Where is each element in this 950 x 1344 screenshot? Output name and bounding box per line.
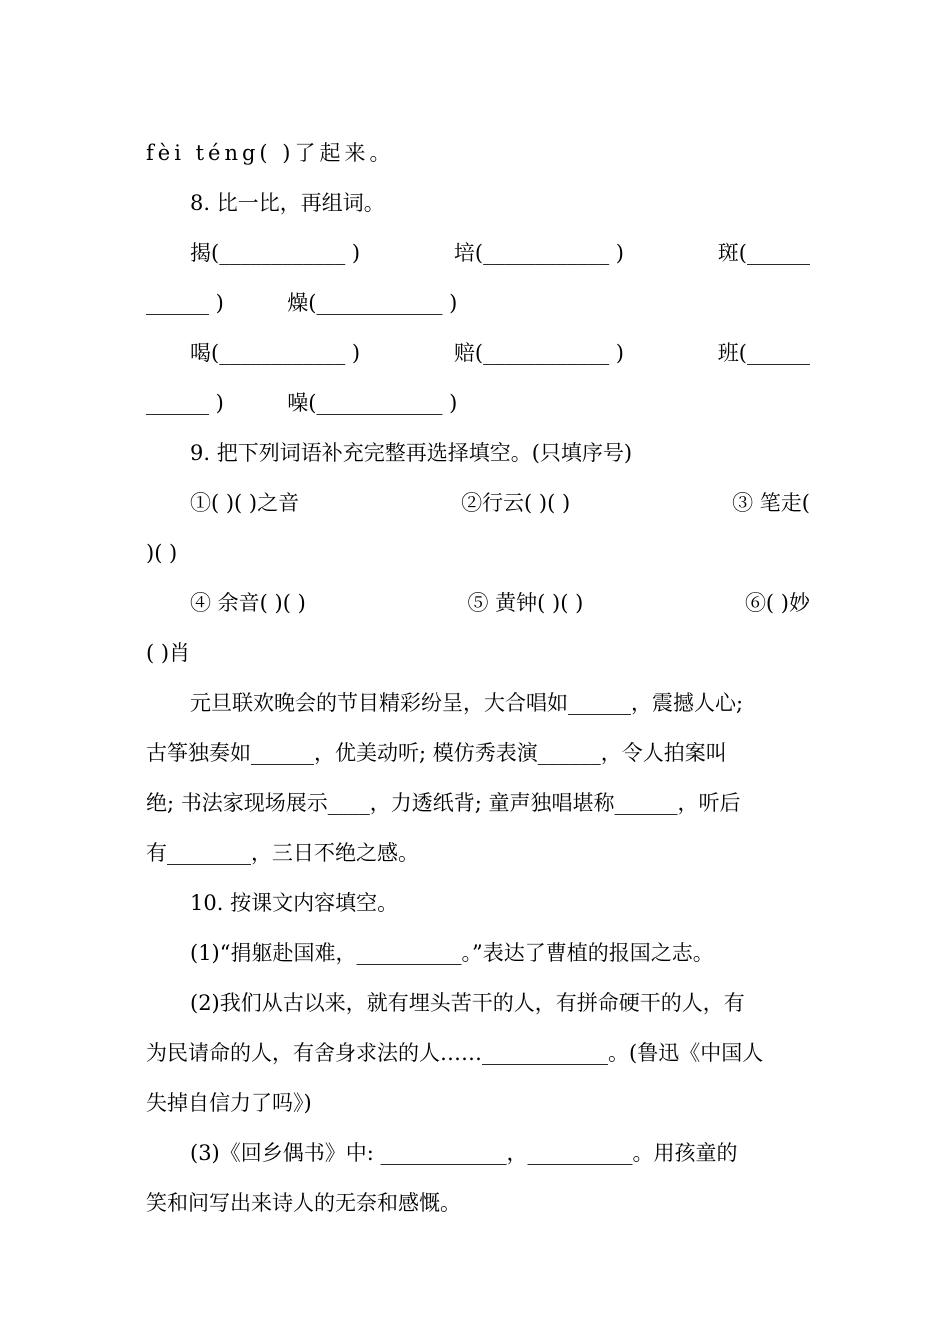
- question-10-part-2: [190, 988, 810, 1018]
- word-blank: ______ ): [146, 391, 224, 415]
- question-10-part-2: [146, 1088, 810, 1118]
- idiom-row-3: [190, 588, 810, 618]
- word-blank: ______ ): [146, 291, 224, 315]
- pinyin-line: [146, 138, 810, 168]
- question-8-title: [190, 188, 810, 218]
- paragraph-text: 为民请命的人，有舍身求法的人……____________。(鲁迅《中国人: [146, 1041, 764, 1065]
- question-10-part-1: [190, 938, 810, 968]
- idiom-blank: ③ 笔走(: [732, 491, 810, 515]
- text-line: fèi téng( )了起来。: [146, 141, 395, 165]
- fill-paragraph-line: [190, 688, 810, 718]
- fill-paragraph-line: [146, 838, 810, 868]
- compare-row-1: [190, 238, 810, 268]
- paragraph-text: (3)《回乡偶书》中: ____________，__________。用孩童的: [190, 1141, 738, 1165]
- word-blank: 班(______: [717, 341, 810, 365]
- paragraph-text: (2)我们从古以来，就有埋头苦干的人，有拼命硬干的人，有: [190, 991, 745, 1015]
- paragraph-text: 古筝独奏如______，优美动听; 模仿秀表演______，令人拍案叫: [146, 741, 727, 765]
- word-blank: 燥(____________ ): [287, 291, 458, 315]
- idiom-blank: ④ 余音( )( ): [190, 591, 306, 615]
- question-10-part-3: [190, 1138, 810, 1168]
- idiom-row-2: [146, 538, 810, 568]
- fill-paragraph-line: [146, 788, 810, 818]
- fill-paragraph-line: [146, 738, 810, 768]
- word-blank: 喝(____________ ): [190, 341, 361, 365]
- idiom-blank: )( ): [146, 541, 178, 565]
- question-text: 10. 按课文内容填空。: [190, 891, 399, 915]
- idiom-blank: ①( )( )之音: [190, 491, 300, 515]
- word-blank: 培(____________ ): [453, 241, 624, 265]
- paragraph-text: 失掉自信力了吗》): [146, 1091, 312, 1115]
- paragraph-text: 绝; 书法家现场展示____，力透纸背; 童声独唱堪称______，听后: [146, 791, 741, 815]
- paragraph-text: 笑和问写出来诗人的无奈和感慨。: [146, 1191, 461, 1215]
- idiom-blank: ②行云( )( ): [461, 491, 571, 515]
- question-9-title: [190, 438, 810, 468]
- idiom-blank: ⑤ 黄钟( )( ): [467, 591, 584, 615]
- word-blank: 揭(____________ ): [190, 241, 361, 265]
- paragraph-text: 元旦联欢晚会的节目精彩纷呈，大合唱如______，震撼人心;: [190, 691, 744, 715]
- word-blank: 噪(____________ ): [287, 391, 458, 415]
- question-text: 8. 比一比，再组词。: [190, 191, 385, 215]
- question-text: 9. 把下列词语补充完整再选择填空。(只填序号): [190, 441, 633, 465]
- paragraph-text: 有________，三日不绝之感。: [146, 841, 419, 865]
- idiom-blank: ( )肖: [146, 641, 191, 665]
- question-10-title: [190, 888, 810, 918]
- paragraph-text: (1)“捐躯赴国难，__________。”表达了曹植的报国之志。: [190, 941, 714, 965]
- idiom-blank: ⑥( )妙: [744, 591, 810, 615]
- compare-row-2: [146, 288, 810, 318]
- word-blank: 赔(____________ ): [453, 341, 624, 365]
- idiom-row-4: [146, 638, 810, 668]
- compare-row-3: [190, 338, 810, 368]
- word-blank: 斑(______: [717, 241, 810, 265]
- compare-row-4: [146, 388, 810, 418]
- idiom-row-1: [190, 488, 810, 518]
- question-10-part-3: [146, 1188, 810, 1218]
- question-10-part-2: [146, 1038, 810, 1068]
